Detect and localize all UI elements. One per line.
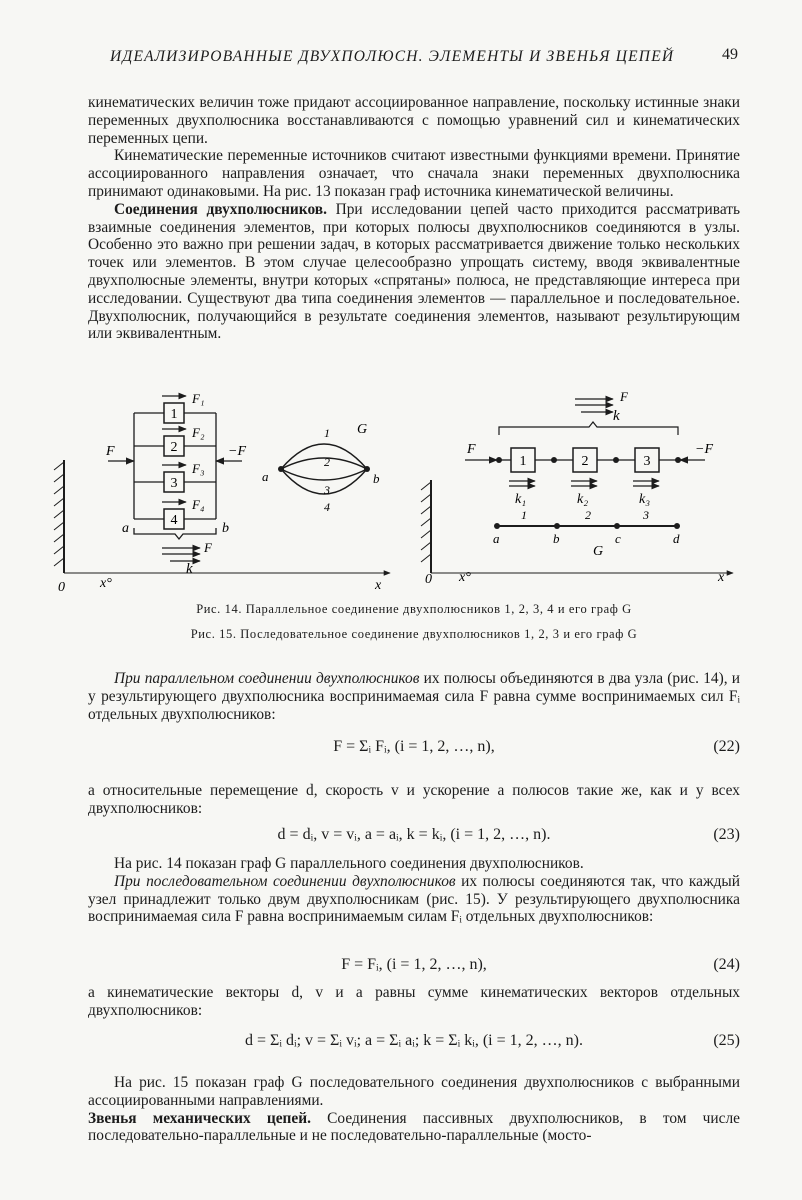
figure-15-caption: Рис. 15. Последовательное соединение двухполюсников 1, 2, 3 и его граф G	[190, 627, 638, 641]
paragraph-text: Соединения пассивных двухполюсников, в том числе последовательно-параллельные и не последовательно-параллельные (мосто-	[88, 1109, 740, 1145]
graph-node-a: a	[262, 469, 269, 484]
paragraph	[88, 670, 740, 723]
graph-label: G	[357, 422, 368, 437]
bottom-force: F	[204, 540, 212, 555]
axis-origin: 0	[425, 572, 432, 587]
graph-node: d	[673, 531, 680, 546]
text-block-2	[88, 670, 740, 723]
node-b: b	[222, 521, 229, 536]
paragraph: кинематических величин тоже придают ассоциированное направление, поскольку истинные знаки переменных двухполюсника восстанавливаются с помощью уравнений сил и кинематических переменных цепи.	[88, 94, 740, 147]
italic-term: При параллельном соединении двухполюсников	[114, 670, 420, 687]
paragraph: На рис. 15 показан граф G последовательного соединения двухполюсников с выбранными ассоциированными направлениями.	[88, 1074, 740, 1109]
k-label: k₃	[639, 492, 651, 507]
edge-label: 2	[585, 508, 591, 522]
italic-term: При последовательном соединении двухполюсников	[114, 872, 456, 890]
edge-label: 3	[324, 483, 330, 497]
edge-label: 4	[324, 500, 330, 514]
figure-14	[50, 385, 405, 597]
paragraph: а кинематические векторы d, v и a равны сумме кинематических векторов отдельных двухполюсников:	[88, 984, 740, 1019]
axis-x0: x°	[459, 570, 471, 585]
equation-number: (23)	[713, 826, 740, 843]
paragraph	[88, 201, 740, 343]
element-label: 1	[170, 407, 178, 422]
paragraph-text: их полюсы соединяются так, что каждый узел принадлежит только двум двухполюсникам (рис. 15). У результирующего двухполюсника воспринимаемая сила F равна воспринимаемым силам Fᵢ отдельных двухполюсников:	[88, 872, 740, 926]
element-boxes	[164, 403, 184, 529]
equation-formula: F = Fᵢ, (i = 1, 2, …, n),	[341, 956, 487, 973]
element-label: 2	[170, 440, 178, 455]
edge-label: 2	[324, 455, 330, 469]
equation-number: (25)	[713, 1032, 740, 1049]
top-force: F	[620, 389, 628, 404]
axis-x0: x°	[100, 576, 112, 591]
edge-label: 1	[521, 508, 527, 522]
force-label: F₄	[192, 497, 205, 512]
running-title: ИДЕАЛИЗИРОВАННЫЕ ДВУХПОЛЮСН. ЭЛЕМЕНТЫ И ЗВЕНЬЯ ЦЕПЕЙ	[110, 48, 675, 65]
graph-node: a	[493, 531, 500, 546]
wall-hatching	[421, 482, 431, 562]
element-label: 4	[170, 513, 178, 528]
element-label: 3	[170, 476, 178, 491]
element-label: 3	[643, 454, 651, 469]
graph-node: c	[615, 531, 621, 546]
paragraph-text: При исследовании цепей часто приходится рассматривать взаимные соединения элементов, при которых полюсы двухполюсников соединяются в узлы. Особенно это важно при решении задач, в которых рассматривается движение только нескольких точек или элементов. В этом случае целесообразно упрощать систему, вводя эквивалентные двухполюсные элементы, внутри которых «спрятаны» полюса, не представляющие интереса при исследовании. Существуют два типа соединения элементов — параллельное и последовательное. Двухполюсник, получающийся в результате соединения элементов, называют результирующим или эквивалентным.	[88, 200, 740, 343]
paragraph: а относительные перемещение d, скорость v и ускорение a полюсов такие же, как и у всех двухполюсников:	[88, 782, 740, 817]
equation-number: (22)	[713, 738, 740, 755]
equation-formula: d = dᵢ, v = vᵢ, a = aᵢ, k = kᵢ, (i = 1, 2, …, n).	[277, 826, 551, 843]
paragraph	[88, 1110, 740, 1146]
axis-x: x	[375, 578, 382, 593]
graph-label: G	[593, 544, 604, 559]
edge-label: 1	[324, 426, 330, 440]
section-heading: Соединения двухполюсников.	[114, 200, 327, 218]
edge-label: 3	[643, 508, 649, 522]
section-heading: Звенья механических цепей.	[88, 1109, 311, 1127]
top-k: k	[613, 408, 620, 424]
paragraph	[88, 873, 740, 926]
text-block-4	[88, 855, 740, 926]
figure-14-caption: Рис. 14. Параллельное соединение двухполюсников 1, 2, 3, 4 и его граф G	[196, 602, 632, 616]
element-label: 1	[519, 454, 527, 469]
force-label: F₂	[192, 425, 205, 440]
axis-origin: 0	[58, 580, 65, 595]
output-force: −F	[228, 444, 246, 459]
equation-22	[88, 738, 740, 778]
graph-node-b: b	[373, 471, 380, 486]
text-block-1	[88, 94, 740, 343]
element-label: 2	[581, 454, 589, 469]
force-label: F₃	[192, 461, 205, 476]
equation-number: (24)	[713, 956, 740, 973]
input-force: F	[106, 444, 115, 459]
node-a: a	[122, 521, 129, 536]
k-label: k₂	[577, 492, 589, 507]
paragraph-text: их полюсы объединяются в два узла (рис. 14), и у результирующего двухполюсника воспринимаемая сила F равна сумме воспринимаемых сил Fᵢ отдельных двухполюсников:	[88, 670, 740, 723]
wall-hatching	[54, 462, 64, 566]
paragraph: Кинематические переменные источников считают известными функциями времени. Принятие ассоциированного направления означает, что сначала знаки переменных двухполюсника принимают одинаковыми. На рис. 13 показан граф источника кинематической величины.	[88, 147, 740, 200]
axis-x: x	[718, 570, 725, 585]
page-number: 49	[722, 46, 738, 63]
text-block-6	[88, 1074, 740, 1145]
graph-node: b	[553, 531, 560, 546]
k-label: k₁	[515, 492, 527, 507]
equation-25	[88, 1032, 740, 1072]
input-force: F	[467, 442, 476, 457]
text-block-3	[88, 782, 740, 818]
paragraph: На рис. 14 показан граф G параллельного соединения двухполюсников.	[114, 855, 584, 872]
equation-formula: F = Σᵢ Fᵢ, (i = 1, 2, …, n),	[333, 738, 495, 755]
bottom-k: k	[186, 561, 193, 577]
equation-formula: d = Σᵢ dᵢ; v = Σᵢ vᵢ; a = Σᵢ aᵢ; k = Σᵢ kᵢ, (i = 1, 2, …, n).	[245, 1032, 583, 1049]
figure-15	[415, 385, 745, 597]
force-label: F₁	[192, 391, 205, 406]
output-force: −F	[695, 442, 713, 457]
text-block-5	[88, 984, 740, 1020]
